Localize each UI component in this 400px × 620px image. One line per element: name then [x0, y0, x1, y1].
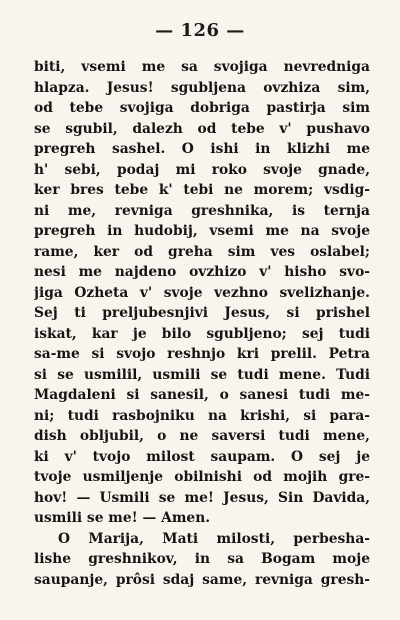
text-line: Magdaleni si sanesil, o sanesi tudi me- [34, 387, 370, 403]
text-line: se sgubil, dalezh od tebe v' pushavo [34, 120, 370, 137]
text-line: Sej ti preljubesnjivi Jesus, si prishel [34, 305, 370, 321]
text-line: O Marija, Mati milosti, perbesha- [58, 530, 370, 547]
page-body-text [34, 57, 370, 590]
text-line: od tebe svojiga dobriga pastirja sim [34, 100, 370, 116]
text-line: lishe greshnikov, in sa Bogam moje [34, 551, 370, 567]
text-line: ni me, revniga greshnika, is ternja [34, 202, 370, 219]
text-line: ker bres tebe k' tebi ne morem; vsdig- [34, 182, 370, 198]
text-line: nesi me najdeno ovzhizo v' hisho svo- [34, 264, 370, 280]
text-line: dish obljubil, o ne saversi tudi mene, [34, 428, 370, 444]
text-line: ni; tudi rasbojniku na krishi, si para- [34, 407, 370, 424]
text-line: ki v' tvojo milost saupam. O sej je [34, 448, 370, 465]
text-line: hov! — Usmili se me! Jesus, Sin Davida, [34, 489, 370, 506]
text-line: hlapza. Jesus! sgubljena ovzhiza sim, [34, 79, 370, 96]
text-line: iskat, kar je bilo sgubljeno; sej tudi [34, 325, 370, 342]
text-line: biti, vsemi me sa svojiga nevredniga [34, 59, 370, 75]
text-line: si se usmilil, usmili se tudi mene. Tudi [34, 366, 370, 383]
text-line: tvoje usmiljenje obilnishi od mojih gre- [34, 469, 370, 485]
text-line: pregreh in hudobij, vsemi me na svoje [34, 223, 370, 239]
text-line: saupanje, prôsi sdaj same, revniga gresh- [34, 571, 370, 588]
text-line: rame, ker od greha sim ves oslabel; [34, 243, 370, 260]
text-line: usmili se me! — Amen. [34, 510, 211, 526]
text-line: pregreh sashel. O ishi in klizhi me [34, 141, 370, 157]
text-line: h' sebi, podaj mi roko svoje gnade, [34, 161, 370, 178]
page-number-header: — 126 — [155, 20, 245, 41]
text-line: jiga Ozheta v' svoje vezhno svelizhanje. [34, 284, 370, 301]
text-line: sa-me si svojo reshnjo kri prelil. Petra [34, 346, 370, 362]
